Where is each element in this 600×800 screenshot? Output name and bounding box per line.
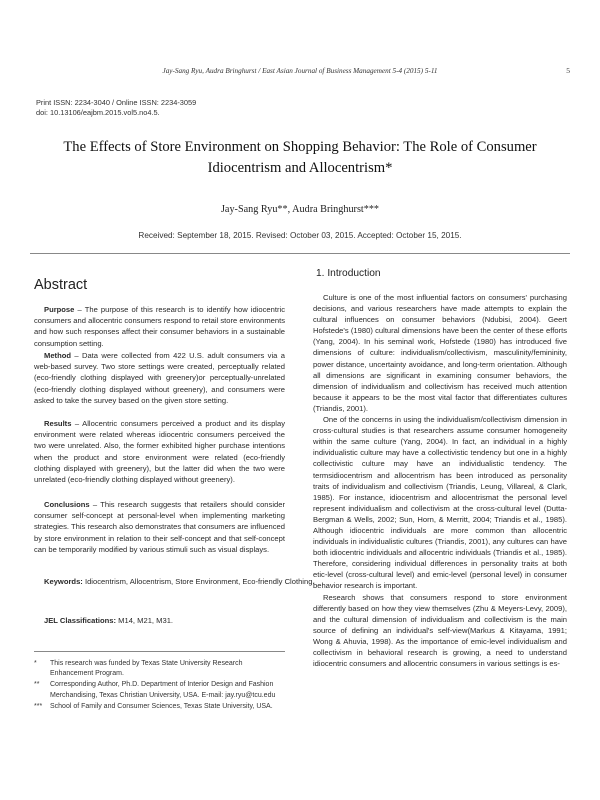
introduction-body (313, 292, 567, 669)
jel-label: JEL Classifications: (44, 616, 117, 625)
footnote-mark: * (34, 660, 37, 667)
jel-text: M14, M21, M31. (118, 616, 174, 625)
page-number: 5 (566, 66, 570, 75)
introduction-heading: 1. Introduction (316, 268, 381, 279)
results-text: – Allocentric consumers perceived a product and its display environment were related whereas idiocentric consumers perceived the two were unrelated. Also, the former exhibited higher purchase intentions when the product and store environment were related (eco-friendly clothing displayed with greenery), but the latter did when the two were unrelated (eco-friendly clothing displayed without greenery). (34, 419, 285, 485)
footnote (34, 702, 285, 712)
footnote (34, 659, 285, 680)
footnote-mark: ** (34, 681, 40, 689)
abstract-conclusions (34, 499, 285, 555)
abstract-heading: Abstract (34, 277, 88, 293)
jel-classifications (44, 616, 173, 625)
issn-line: Print ISSN: 2234-3040 / Online ISSN: 2234-3059 (36, 98, 197, 107)
intro-paragraph: Culture is one of the most influential factors on consumers' purchasing decisions, and various researchers have made attempts to explain the cultural influences on consumer behaviors (Ndubisi, 2004). Geert Hofstede's (1980) cultural dimensions have been the center of these efforts (Yang, 2004). In his seminal work, Hofstede (1980) has introduced five dimensions of culture: individualism/collectivism, masculinity/femininity, power distance, uncertainty avoidance, and long-term orientation. Although all dimensions are significant in examining consumer behaviors, the dimension of individualism and collectivism has received much attention because it appears to be the most vital factor that differentiates cultures (Triandis, 2001). (313, 293, 567, 413)
keywords (44, 576, 332, 587)
abstract-method (34, 350, 285, 406)
header-divider (30, 253, 570, 254)
footnote-text: School of Family and Consumer Sciences, Texas State University, USA. (50, 702, 273, 710)
footnote-text: Corresponding Author, Ph.D. Department of Interior Design and Fashion Merchandising, Texas Christian University, USA. E-mail: jay.ryu@tcu.edu (50, 681, 276, 699)
footnotes (34, 659, 285, 713)
footnote (34, 680, 285, 701)
keywords-text: Idiocentrism, Allocentrism, Store Environment, Eco-friendly Clothing. (84, 577, 315, 586)
purpose-label: Purpose (44, 305, 75, 314)
conclusions-label: Conclusions (44, 500, 90, 509)
doi-line: doi: 10.13106/eajbm.2015.vol5.no4.5. (36, 107, 160, 117)
abstract-purpose (34, 304, 285, 349)
method-label: Method (44, 351, 71, 360)
keywords-label: Keywords: (44, 577, 83, 586)
abstract-results (34, 418, 285, 485)
intro-paragraph: One of the concerns in using the individualism/collectivism dimension in cross-cultural studies is that researchers assume consumer homogeneity within the same culture (Yang, 2004). In fact, an individual in a highly individualistic culture may have a collectivistic tendency but one in a highly collectivistic culture may have an individualistic tendency. The termsidiocentrism and allocentrism has been introduced as personality traits of individualism and collectivism (Triandis, Leung, Villareal, & Clark, 1985). For instance, idiocentrism and allocentrismat the personal level represent individualism and collectivism at the cross-cultural level (Dutta-Bergman & Wells, 2002; Sun, Horn, & Merritt, 2004; Triandis et al., 1985). Although idiocentric individuals are more common than allocentric individuals in individualistic cultures (Triandis, 2001), any cultures can have both idiocentric individuals and allocentric individuals (Triandis et al., 1985). Therefore, considering individual differences in personality traits at both etic-level (cross-cultural level) and emic-level (personal level) in consumer behavior research is important. (313, 415, 567, 591)
paper-title: The Effects of Store Environment on Shopping Behavior: The Role of Consumer Idiocentrism and Allocentrism* (63, 139, 537, 176)
footnote-divider (34, 651, 285, 652)
intro-paragraph: Research shows that consumers respond to store environment differently based on how they view themselves (Zhu & Meyers-Levy, 2009), and the cultural dimension of individualism and collectivism is the main source of defining an individual's self-view(Markus & Kitayama, 1991; Wong & Ahuvia, 1998). As the importance of emic-level individualism and collectivism in behavioral research is growing, a need to understand idiocentric consumers and allocentric consumers in various settings is es- (313, 592, 567, 669)
footnote-mark: *** (34, 702, 43, 710)
footnote-text: This research was funded by Texas State University Research Enhancement Program. (50, 660, 243, 678)
results-label: Results (44, 419, 72, 428)
running-head: Jay-Sang Ryu, Audra Bringhurst / East Asian Journal of Business Management 5-4 (2015) 5-11 (162, 67, 438, 75)
conclusions-text: – This research suggests that retailers should consider consumer self-concept at personal-level when implementing marketing strategies. This research also demonstrates that consumers are influenced by store environment in relation to their self-concept and that self-concept can be temporarily modified by various stimuli such as visual displays. (34, 500, 286, 554)
purpose-text: – The purpose of this research is to identify how idiocentric consumers and allocentric consumers respond to retail store environments and how such responses affect their consumer behaviors in a sustainable consumption setting. (34, 305, 285, 348)
method-text: – Data were collected from 422 U.S. adult consumers via a web-based survey. Two store settings were created, perceptually related (eco-friendly clothing displayed with greenery)or perceptually-unrelated (eco-friendly clothing displayed without greenery), and consumers were asked to take the survey based on the given store setting. (34, 351, 285, 405)
author-line: Jay-Sang Ryu**, Audra Bringhurst*** (220, 204, 380, 215)
received-dates: Received: September 18, 2015. Revised: October 03, 2015. Accepted: October 15, 2015. (138, 231, 462, 240)
issn-block (36, 98, 196, 117)
